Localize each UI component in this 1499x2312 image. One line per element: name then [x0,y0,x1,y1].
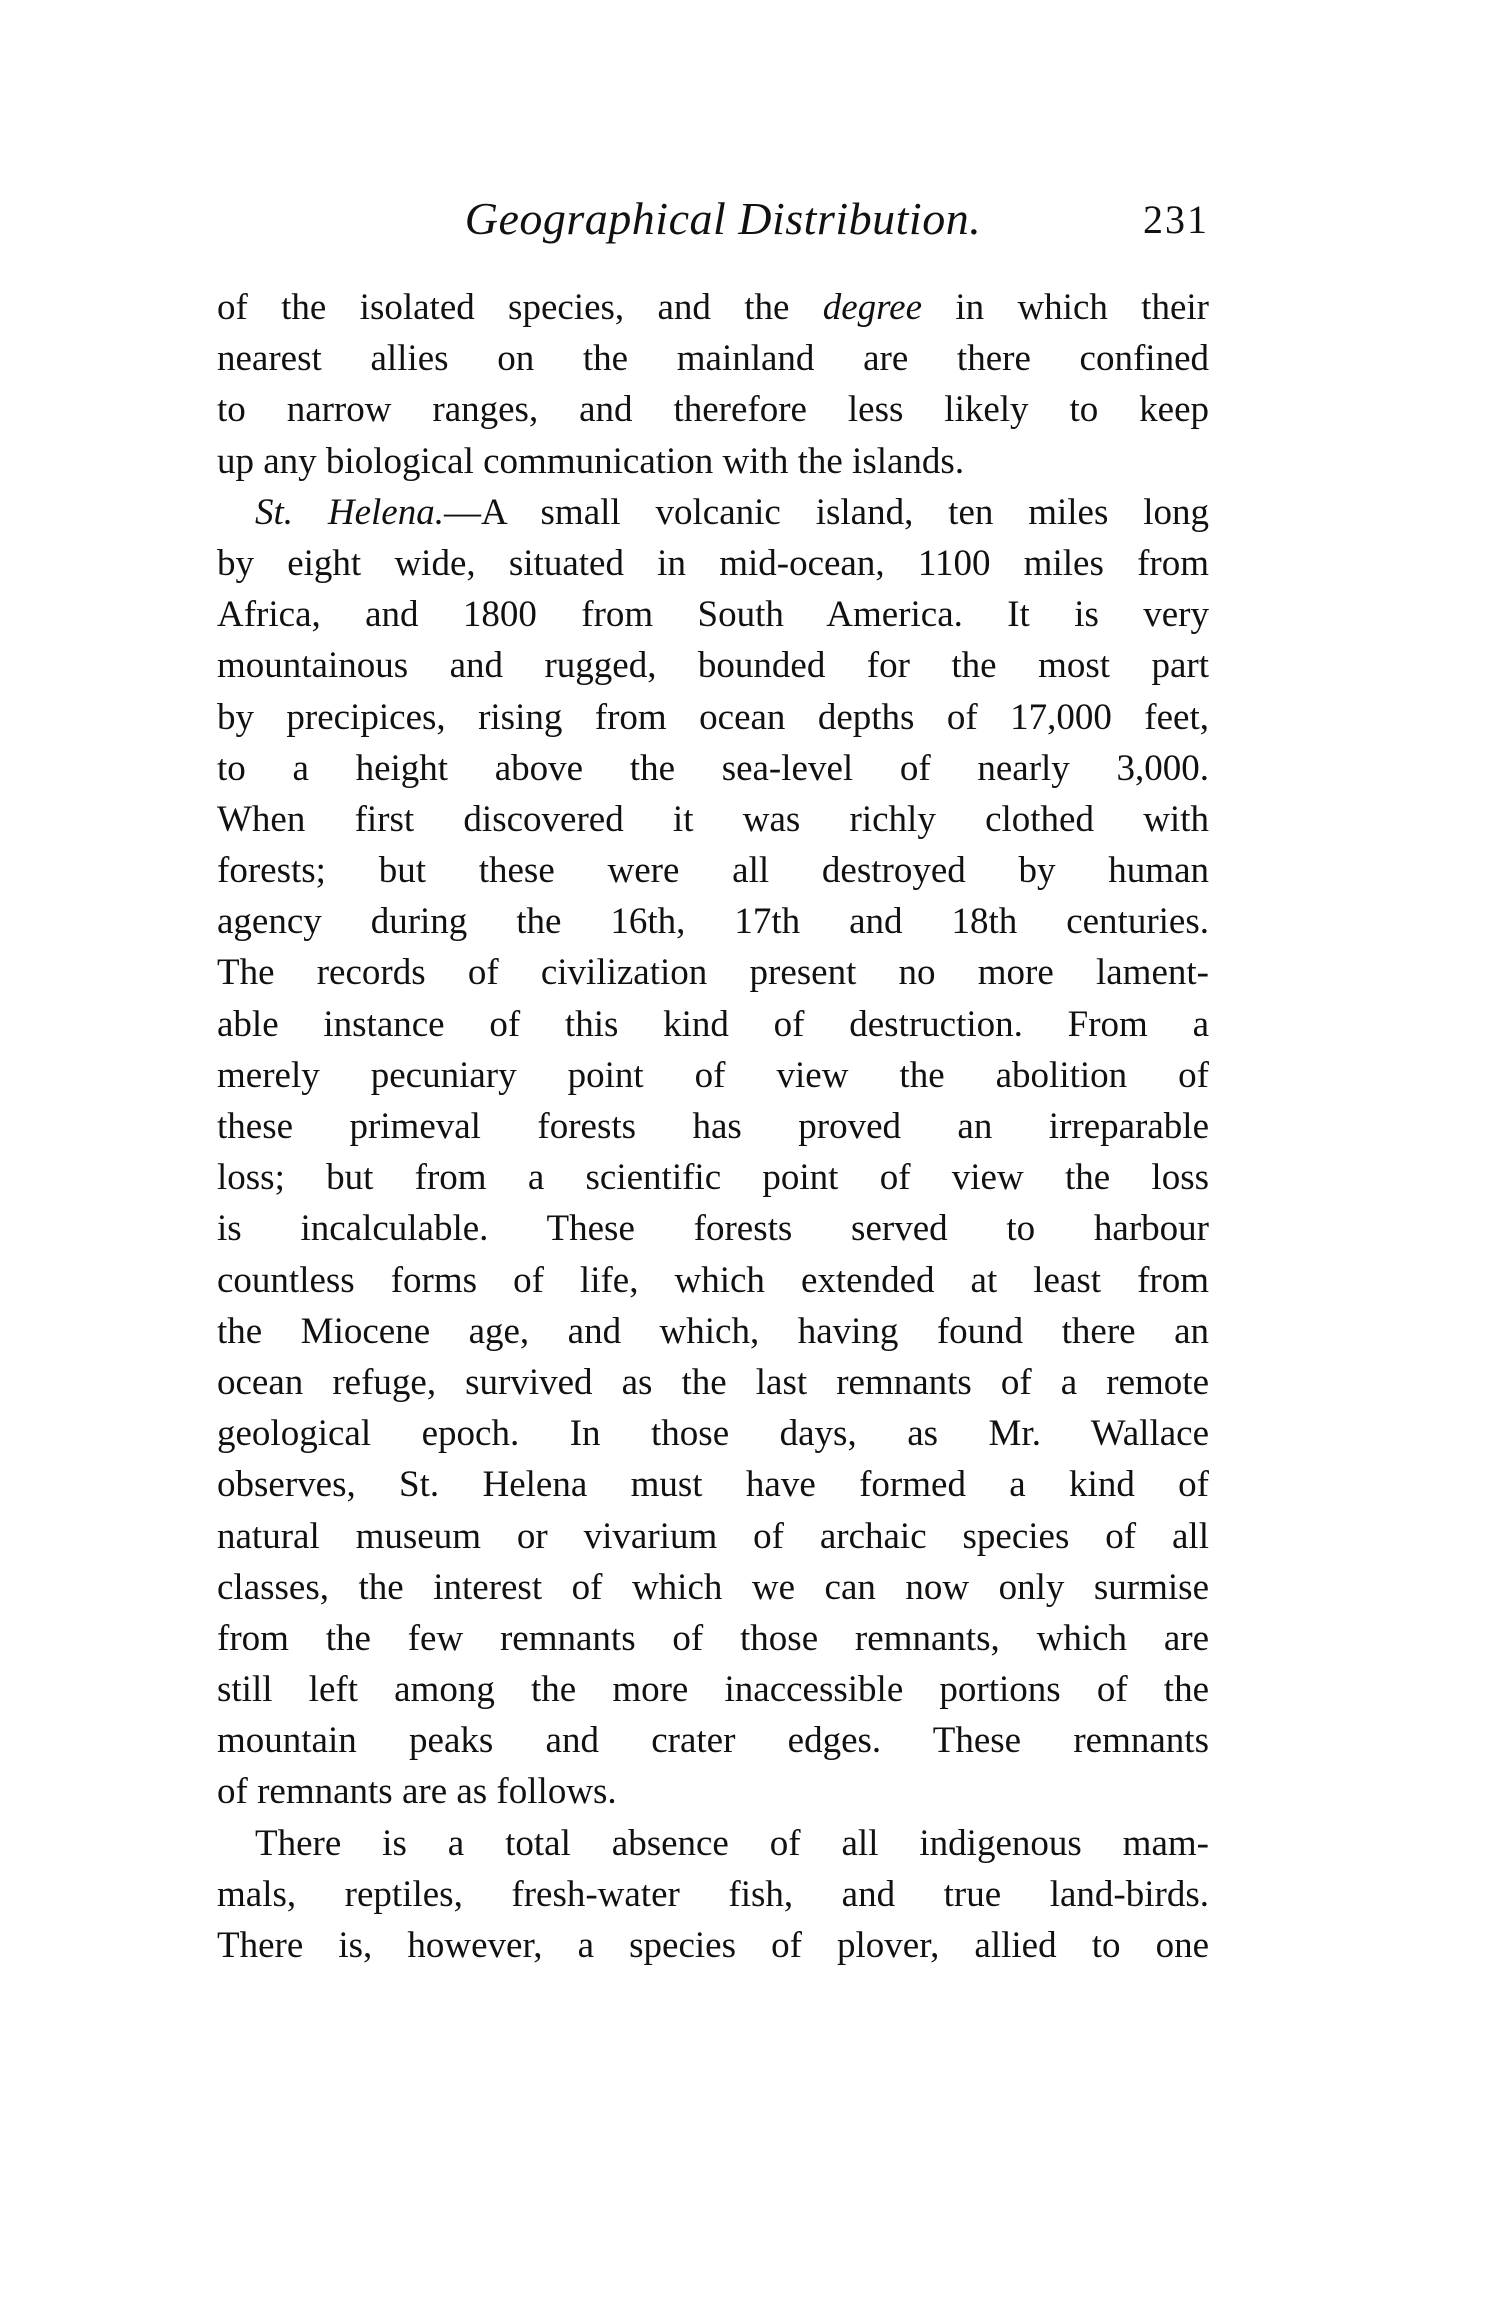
page-header [217,192,1209,252]
text-span: nearest allies on the mainland are there confined [217,338,1209,380]
text-line [217,1613,1209,1664]
text-line [217,1715,1209,1766]
page-number: 231 [1143,197,1209,242]
text-line [217,1357,1209,1408]
italic-text: St. Helena. [255,491,444,533]
text-span: of the isolated species, and the [217,287,823,328]
text-line [217,794,1209,845]
text-line [217,1306,1209,1357]
text-span: Africa, and 1800 from South America. It is very [217,594,1209,636]
text-span: to narrow ranges, and therefore less likely to keep [217,389,1209,431]
text-line [217,384,1209,435]
text-span: in which their [922,287,1209,328]
body-text [217,282,1209,1971]
text-span: is incalculable. These forests served to harbour [217,1208,1209,1250]
text-span: There is, however, a species of plover, allied to one [217,1925,1209,1966]
italic-text: degree [822,287,923,328]
text-line [217,1050,1209,1101]
text-span: natural museum or vivarium of archaic species of all [217,1515,1209,1557]
text-span: ocean refuge, survived as the last remnants of a remote [217,1361,1209,1403]
text-line [217,1818,1209,1869]
text-line [217,947,1209,998]
text-span: loss; but from a scientific point of view the loss [217,1157,1209,1199]
text-line [217,436,1209,487]
text-span: by precipices, rising from ocean depths of 17,000 feet, [217,696,1209,738]
text-span: mals, reptiles, fresh-water fish, and true land-birds. [217,1873,1209,1915]
text-line [217,1664,1209,1715]
text-span: to a height above the sea-level of nearly 3,000. [217,747,1209,789]
text-line [217,1511,1209,1562]
text-span: agency during the 16th, 17th and 18th centuries. [217,901,1209,943]
text-line [217,1408,1209,1459]
text-span: up any biological communication with the islands. [217,440,965,482]
text-line [217,1152,1209,1203]
text-line [217,1766,1209,1817]
text-line [217,1459,1209,1510]
text-line [217,333,1209,384]
text-span: merely pecuniary point of view the abolition of [217,1054,1209,1096]
text-span: these primeval forests has proved an irreparable [217,1106,1209,1147]
text-line [217,1562,1209,1613]
text-span: still left among the more inaccessible portions of the [217,1669,1209,1711]
text-line [217,1869,1209,1920]
text-line [217,1101,1209,1152]
text-line [217,743,1209,794]
text-span: forests; but these were all destroyed by human [217,850,1209,892]
text-line [217,1920,1209,1971]
text-span: from the few remnants of those remnants, which are [217,1617,1209,1659]
text-span: the Miocene age, and which, having found there an [217,1310,1209,1352]
text-span: When first discovered it was richly clothed with [217,798,1209,840]
text-span: by eight wide, situated in mid-ocean, 1100 miles from [217,542,1209,584]
text-span: observes, St. Helena must have formed a kind of [217,1464,1209,1506]
text-span: mountainous and rugged, bounded for the most part [217,645,1209,687]
text-span: mountain peaks and crater edges. These remnants [217,1720,1209,1762]
text-line [217,1255,1209,1306]
text-line [217,538,1209,589]
text-line [217,640,1209,691]
text-span: of remnants are as follows. [217,1771,617,1813]
text-line [217,589,1209,640]
text-line [217,692,1209,743]
text-span: countless forms of life, which extended at least from [217,1259,1209,1301]
text-span: able instance of this kind of destruction. From a [217,1003,1209,1045]
text-line [217,1203,1209,1254]
text-span: There is a total absence of all indigenous mam- [255,1822,1209,1864]
text-line [217,999,1209,1050]
text-line [217,845,1209,896]
text-line [217,282,1209,333]
text-span: geological epoch. In those days, as Mr. Wallace [217,1413,1209,1455]
text-span: —A small volcanic island, ten miles long [443,491,1209,533]
running-title: Geographical Distribution. [464,193,982,244]
text-span: classes, the interest of which we can now only surmise [217,1566,1209,1608]
text-line [217,896,1209,947]
text-span: The records of civilization present no more lament- [217,952,1209,994]
text-line [217,487,1209,538]
